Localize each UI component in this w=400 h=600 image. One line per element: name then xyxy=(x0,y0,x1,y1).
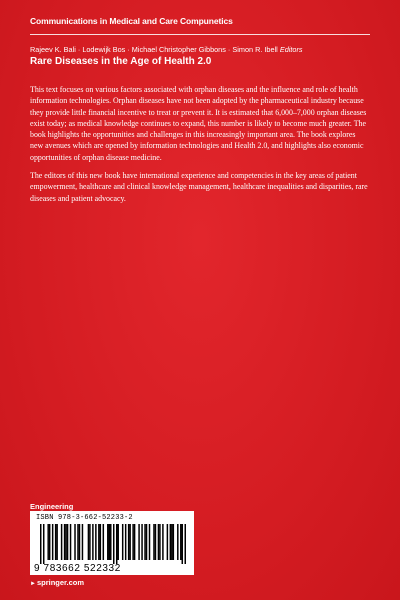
isbn-barcode xyxy=(30,511,194,575)
series-title: Communications in Medical and Care Compunetics xyxy=(30,16,233,26)
author-list xyxy=(30,45,303,54)
barcode-bar xyxy=(110,524,111,560)
barcode-bar xyxy=(173,524,174,560)
barcode-bar xyxy=(134,524,135,560)
barcode-bar xyxy=(40,524,41,564)
isbn-number: ISBN 978-3-662-52233-2 xyxy=(36,514,133,522)
barcode-bar xyxy=(98,524,99,560)
barcode-bar xyxy=(88,524,89,560)
barcode-bar xyxy=(95,524,96,560)
barcode-bar xyxy=(158,524,159,560)
barcode-bar xyxy=(43,524,44,564)
subject-label: Engineering xyxy=(30,502,74,511)
barcode-bar xyxy=(128,524,129,560)
book-description xyxy=(30,84,370,211)
barcode-bar xyxy=(141,524,142,560)
barcode-bar xyxy=(100,524,101,560)
barcode-bar xyxy=(64,524,65,560)
barcode-bar xyxy=(52,524,53,560)
barcode-bar xyxy=(82,524,83,560)
barcode-bar xyxy=(92,524,93,560)
barcode-bar xyxy=(67,524,68,560)
barcode-bar xyxy=(61,524,62,560)
barcode-bar xyxy=(116,524,117,564)
barcode-bar xyxy=(89,524,90,560)
barcode-bar xyxy=(170,524,171,560)
arrow-icon: ► xyxy=(30,581,36,587)
barcode-bar xyxy=(125,524,126,560)
description-paragraph: The editors of this new book have international experience and competencies in the key areas of patient empowerment, healthcare and clinical knowledge management, healthcare inequalities and disparities, rare diseases and patient advocacy. xyxy=(30,171,368,203)
barcode-bar xyxy=(122,524,123,560)
barcode-bar xyxy=(144,524,145,560)
book-title: Rare Diseases in the Age of Health 2.0 xyxy=(30,56,212,67)
barcode-bar xyxy=(149,524,150,560)
editors-label: Editors xyxy=(279,45,303,54)
barcode-bar xyxy=(107,524,108,560)
barcode-bar xyxy=(77,524,78,560)
barcode-digits: 9 783662 522332 xyxy=(34,563,121,574)
description-paragraph: This text focuses on various factors associated with orphan diseases and the influence and role of health information technologies. Orphan diseases have not been adopted by the pharmaceutical industry because they provide little financial incentive to treat or prevent it. It is estimated that 6,000–7,000 orphan diseases exist today; as medical knowledge continues to expand, this number is likely to become much greater. The book highlights the opportunities and challenges in this increasingly important area. The book explores new avenues which are opened by information technologies and Health 2.0, and highlights also economic opportunities of orphan disease medicine. xyxy=(30,85,367,162)
barcode-bar xyxy=(132,524,133,560)
barcode-bar xyxy=(113,524,114,564)
publisher-link[interactable] xyxy=(30,578,84,587)
barcode-bar xyxy=(49,524,50,560)
barcode-bar xyxy=(182,524,183,564)
barcode-bar xyxy=(159,524,160,560)
barcode-bar xyxy=(177,524,178,560)
barcode-bar xyxy=(153,524,154,560)
barcode-bar xyxy=(129,524,130,560)
barcode-bar xyxy=(65,524,66,560)
barcode-bar xyxy=(79,524,80,560)
authors-names: Rajeev K. Bali · Lodewijk Bos · Michael Christopher Gibbons · Simon R. Ibell xyxy=(30,45,278,54)
barcode-bar xyxy=(117,524,118,560)
divider xyxy=(30,34,370,35)
barcode-bar xyxy=(180,524,181,560)
barcode-bar xyxy=(109,524,110,560)
barcode-bar xyxy=(47,524,48,560)
barcode-bar xyxy=(56,524,57,560)
publisher-url: springer.com xyxy=(36,578,85,587)
barcode-bar xyxy=(55,524,56,560)
barcode-bar xyxy=(185,524,186,564)
barcode-bar xyxy=(74,524,75,560)
barcode-bar xyxy=(103,524,104,560)
barcode-bars xyxy=(40,524,186,564)
barcode-bar xyxy=(167,524,168,560)
barcode-bar xyxy=(155,524,156,560)
barcode-bar xyxy=(171,524,172,560)
barcode-bar xyxy=(146,524,147,560)
barcode-bar xyxy=(138,524,139,560)
barcode-bar xyxy=(70,524,71,560)
barcode-bar xyxy=(162,524,163,560)
